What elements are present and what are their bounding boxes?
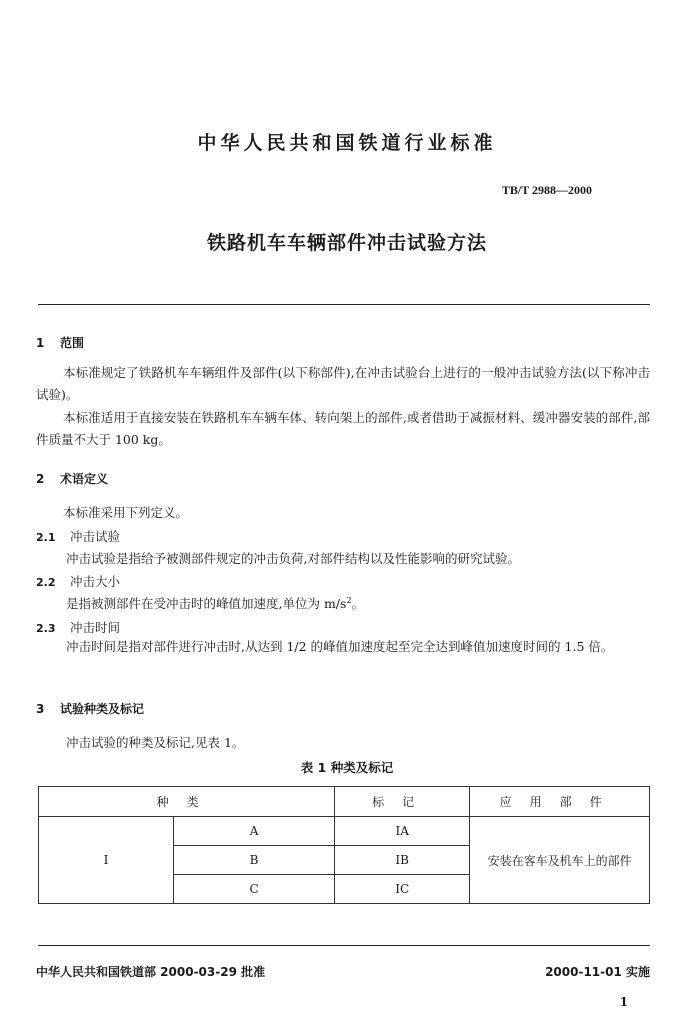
definition-2-2-superscript: 2 [346, 595, 352, 605]
application-cell: 安装在客车及机车上的部件 [470, 817, 650, 904]
table-row [39, 817, 650, 846]
definition-2-3-text: 冲击时间是指对部件进行冲击时,从达到 1/2 的峰值加速度起至完全达到峰值加速度时间的 1.5 倍。 [66, 639, 614, 654]
section-1-paragraph-2: 本标准适用于直接安装在铁路机车车辆车体、转向架上的部件,或者借助于减振材料、缓冲器安装的部件,部件质量不大于 100 kg。 [36, 410, 650, 447]
section-3-heading [36, 700, 144, 717]
section-3-intro: 冲击试验的种类及标记,见表 1。 [66, 735, 245, 750]
group-cell: I [39, 817, 174, 904]
section-1-heading [36, 334, 84, 351]
standard-title: 中华人民共和国铁道行业标准 [197, 132, 497, 154]
definition-2-1-text: 冲击试验是指给予被测部件规定的冲击负荷,对部件结构以及性能影响的研究试验。 [66, 551, 520, 566]
section-2-title: 术语定义 [60, 472, 109, 486]
section-2-heading [36, 470, 108, 487]
header-application: 应用部件 [470, 787, 650, 817]
section-1-number: 1 [36, 336, 45, 350]
section-1-title: 范围 [60, 336, 85, 350]
definition-2-1-number: 2.1 [36, 531, 56, 544]
definition-2-2-term [36, 572, 120, 590]
definition-2-3-number: 2.3 [36, 622, 56, 635]
section-1-paragraph-1: 本标准规定了铁路机车车辆组件及部件(以下称部件),在冲击试验台上进行的一般冲击试验方法(以下称冲击试验)。 [36, 365, 650, 402]
table-header-row [39, 787, 650, 817]
approval-note: 中华人民共和国铁道部 2000-03-29 批准 [36, 965, 266, 979]
page-number: 1 [619, 995, 628, 1009]
definition-2-1-term [36, 527, 120, 545]
implementation-date: 2000-11-01 实施 [545, 965, 650, 979]
header-rule [38, 304, 650, 305]
kind-cell: C [174, 875, 335, 904]
definition-2-2-text-main: 是指被测部件在受冲击时的峰值加速度,单位为 m/s [66, 596, 347, 611]
table-1 [38, 786, 650, 904]
header-mark: 标记 [335, 787, 470, 817]
definition-2-1-term-text: 冲击试验 [70, 529, 121, 544]
standard-code: TB/T 2988—2000 [501, 183, 592, 197]
document-title: 铁路机车车辆部件冲击试验方法 [206, 232, 487, 254]
table-1-caption: 表 1 种类及标记 [300, 760, 394, 775]
definition-2-2-term-text: 冲击大小 [70, 574, 121, 589]
definition-2-2-number: 2.2 [36, 576, 56, 589]
definition-2-2-text [66, 594, 364, 612]
kind-cell: A [174, 817, 335, 846]
mark-cell: IC [335, 875, 470, 904]
footer-rule [38, 945, 650, 946]
mark-cell: IB [335, 846, 470, 875]
definition-2-3-term [36, 618, 120, 636]
header-kind: 种类 [39, 787, 335, 817]
definition-2-3-term-text: 冲击时间 [70, 620, 121, 635]
section-2-number: 2 [36, 472, 45, 486]
kind-cell: B [174, 846, 335, 875]
definition-2-2-text-end: 。 [351, 596, 365, 611]
mark-cell: IA [335, 817, 470, 846]
section-2-intro: 本标准采用下列定义。 [63, 505, 189, 520]
section-3-title: 试验种类及标记 [60, 702, 145, 716]
section-3-number: 3 [36, 702, 45, 716]
